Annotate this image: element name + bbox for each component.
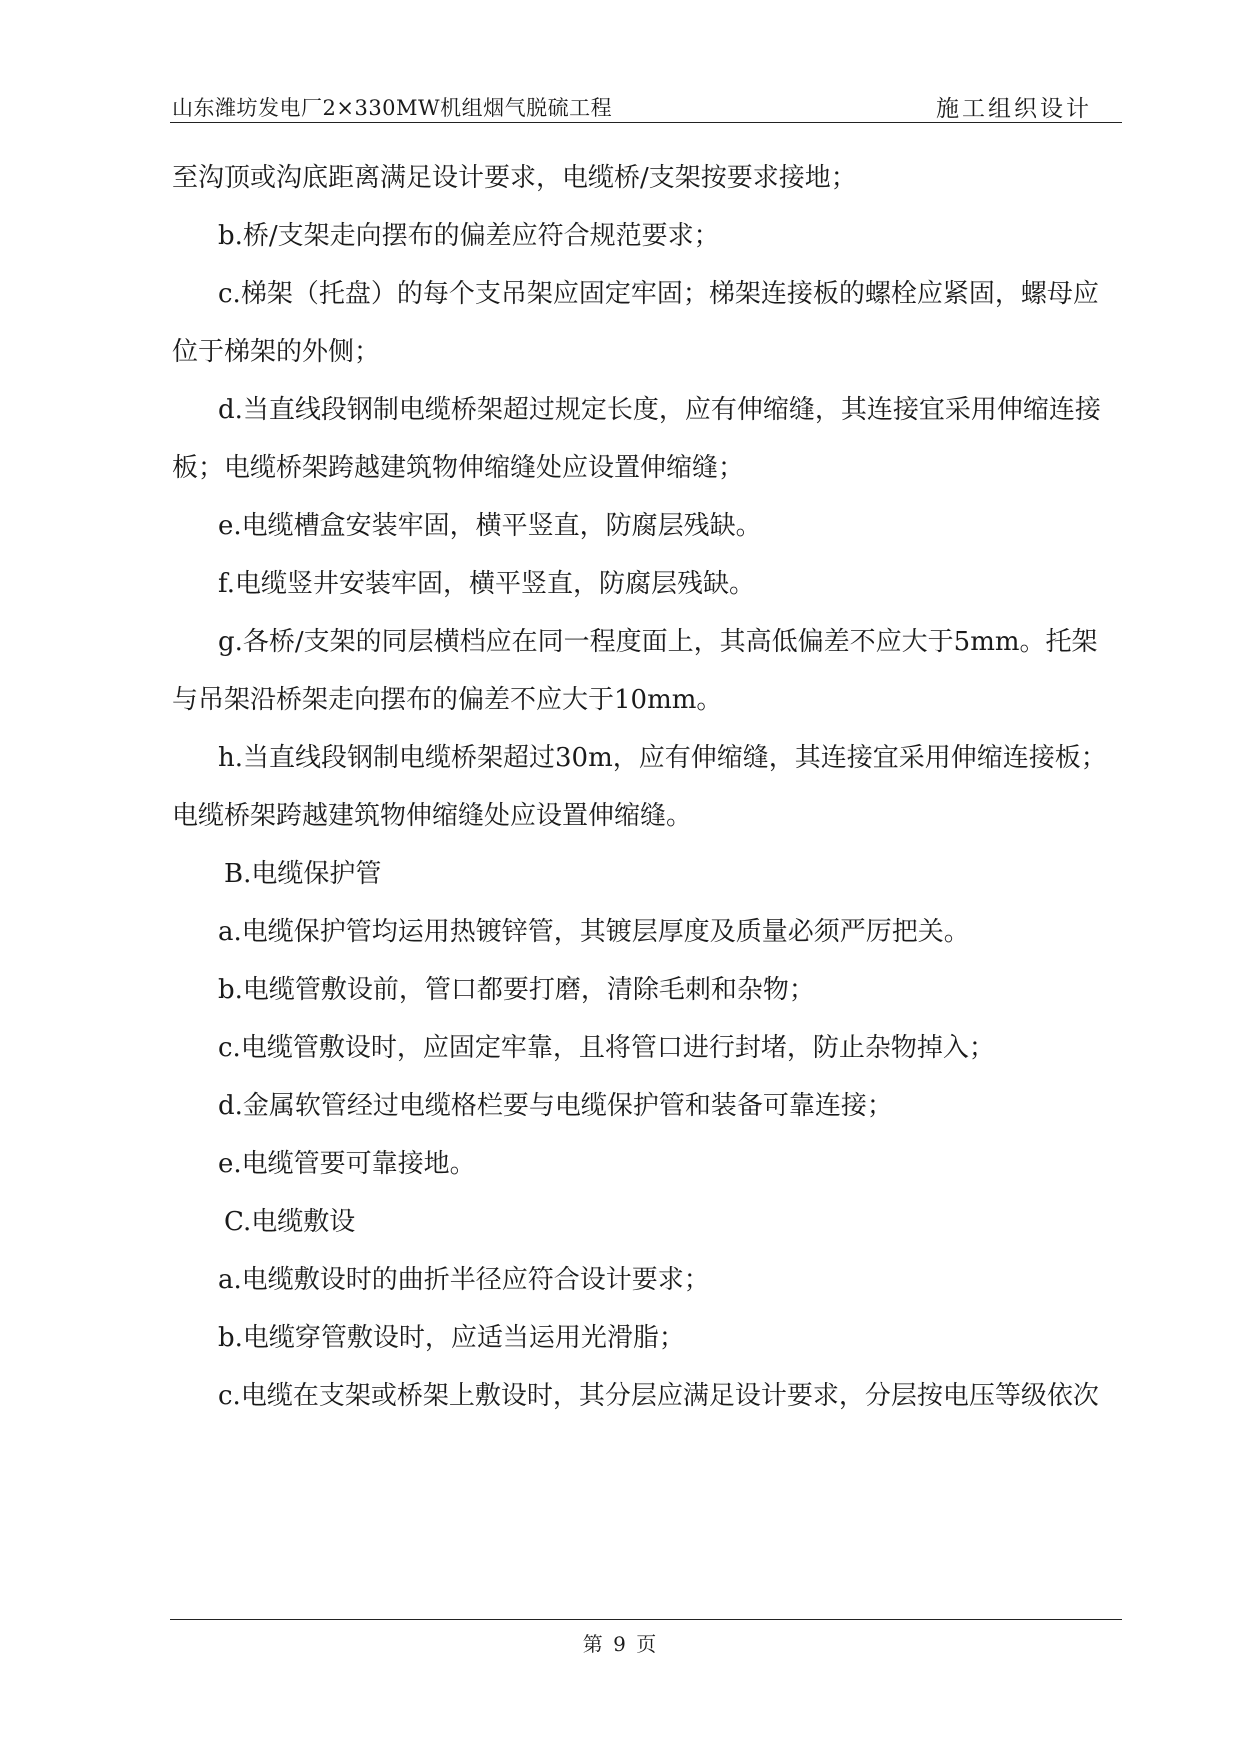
- text-line: e.电缆槽盒安装牢固，横平竖直，防腐层残缺。: [218, 511, 762, 541]
- page-number: 第 9 页: [582, 1632, 659, 1656]
- text-line: d.金属软管经过电缆格栏要与电缆保护管和装备可靠连接；: [218, 1091, 893, 1121]
- header-project-title: 山东潍坊发电厂2×330MW机组烟气脱硫工程: [172, 96, 613, 120]
- text-line: 板；电缆桥架跨越建筑物伸缩缝处应设置伸缩缝；: [172, 453, 745, 483]
- text-line: b.电缆穿管敷设时，应适当运用光滑脂；: [218, 1323, 685, 1353]
- text-line: c.梯架（托盘）的每个支吊架应固定牢固；梯架连接板的螺栓应紧固，螺母应: [218, 279, 1099, 309]
- text-line: a.电缆保护管均运用热镀锌管，其镀层厚度及质量必须严厉把关。: [218, 917, 970, 947]
- text-line: b.桥/支架走向摆布的偏差应符合规范要求；: [218, 221, 720, 251]
- text-line: h.当直线段钢制电缆桥架超过30m，应有伸缩缝，其连接宜采用伸缩连接板；: [218, 743, 1107, 773]
- header-document-type: 施工组织设计: [936, 96, 1092, 122]
- footer-divider: [170, 1619, 1122, 1620]
- text-line: b.电缆管敷设前，管口都要打磨，清除毛刺和杂物；: [218, 975, 815, 1005]
- page-header: [170, 88, 1122, 123]
- text-line: g.各桥/支架的同层横档应在同一程度面上，其高低偏差不应大于5mm。托架: [218, 627, 1098, 657]
- text-line: e.电缆管要可靠接地。: [218, 1149, 476, 1179]
- text-line: d.当直线段钢制电缆桥架超过规定长度，应有伸缩缝，其连接宜采用伸缩连接: [218, 395, 1101, 425]
- text-line: f.电缆竖井安装牢固，横平竖直，防腐层残缺。: [218, 569, 755, 599]
- section-heading: C.电缆敷设: [224, 1207, 356, 1237]
- text-line: c.电缆在支架或桥架上敷设时，其分层应满足设计要求，分层按电压等级依次: [218, 1381, 1099, 1411]
- text-line: 与吊架沿桥架走向摆布的偏差不应大于10mm。: [172, 685, 723, 715]
- section-heading: B.电缆保护管: [224, 859, 382, 889]
- text-line: c.电缆管敷设时，应固定牢靠，且将管口进行封堵，防止杂物掉入；: [218, 1033, 995, 1063]
- text-line: 位于梯架的外侧；: [172, 337, 381, 367]
- text-line: 至沟顶或沟底距离满足设计要求，电缆桥/支架按要求接地；: [172, 163, 857, 193]
- text-line: 电缆桥架跨越建筑物伸缩缝处应设置伸缩缝。: [172, 801, 693, 831]
- text-line: a.电缆敷设时的曲折半径应符合设计要求；: [218, 1265, 710, 1295]
